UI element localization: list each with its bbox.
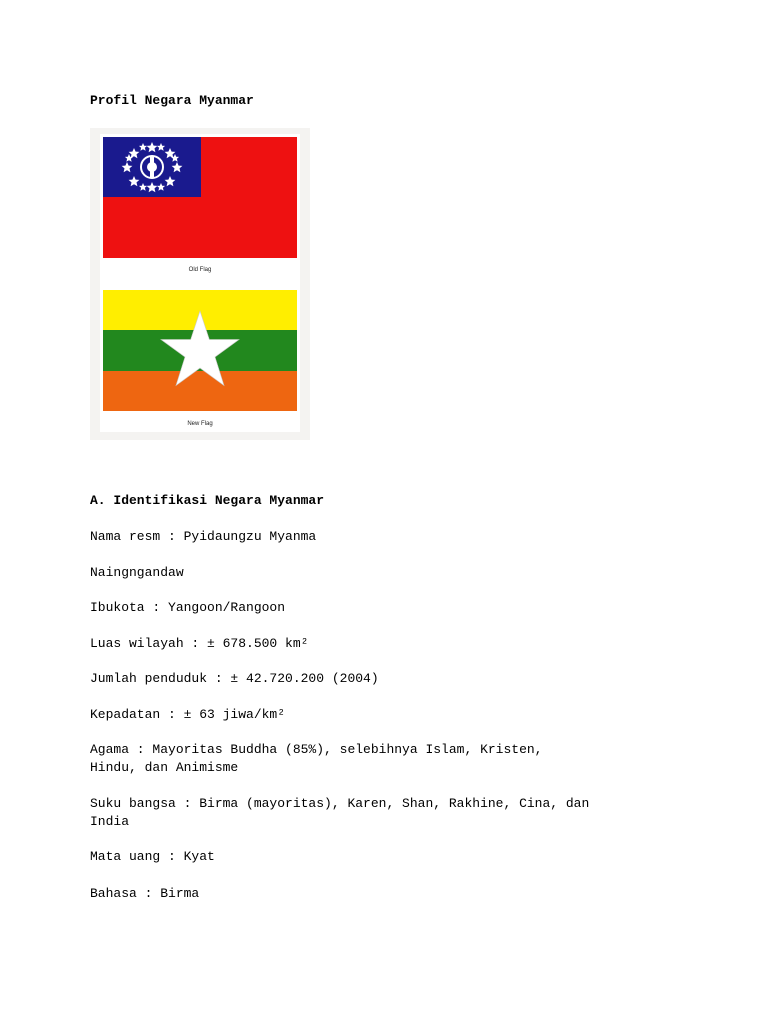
field-luas-wilayah: Luas wilayah : ± 678.500 km² [90,636,309,651]
field-mata-uang: Mata uang : Kyat [90,849,215,864]
field-suku-bangsa-cont: India [90,814,130,829]
field-nama-resmi: Nama resm : Pyidaungzu Myanma [90,529,317,544]
section-heading: A. Identifikasi Negara Myanmar [90,493,325,508]
field-nama-resmi-cont: Naingngandaw [90,565,184,580]
old-flag-image [103,137,297,258]
page-title: Profil Negara Myanmar [90,93,254,108]
field-ibukota: Ibukota : Yangoon/Rangoon [90,600,286,615]
old-flag-emblem [103,137,201,197]
field-suku-bangsa: Suku bangsa : Birma (mayoritas), Karen, Shan, Rakhine, Cina, dan [90,796,590,811]
field-bahasa: Bahasa : Birma [90,886,200,901]
new-flag-caption: New Flag [187,421,213,427]
new-flag-star-icon [103,290,297,411]
field-agama-cont: Hindu, dan Animisme [90,760,239,775]
field-agama: Agama : Mayoritas Buddha (85%), selebihnya Islam, Kristen, [90,742,543,757]
field-jumlah-penduduk: Jumlah penduduk : ± 42.720.200 (2004) [90,671,379,686]
old-flag-canton [103,137,201,197]
old-flag-caption: Old Flag [188,267,212,273]
new-flag-image [103,290,297,411]
field-kepadatan: Kepadatan : ± 63 jiwa/km² [90,707,286,722]
